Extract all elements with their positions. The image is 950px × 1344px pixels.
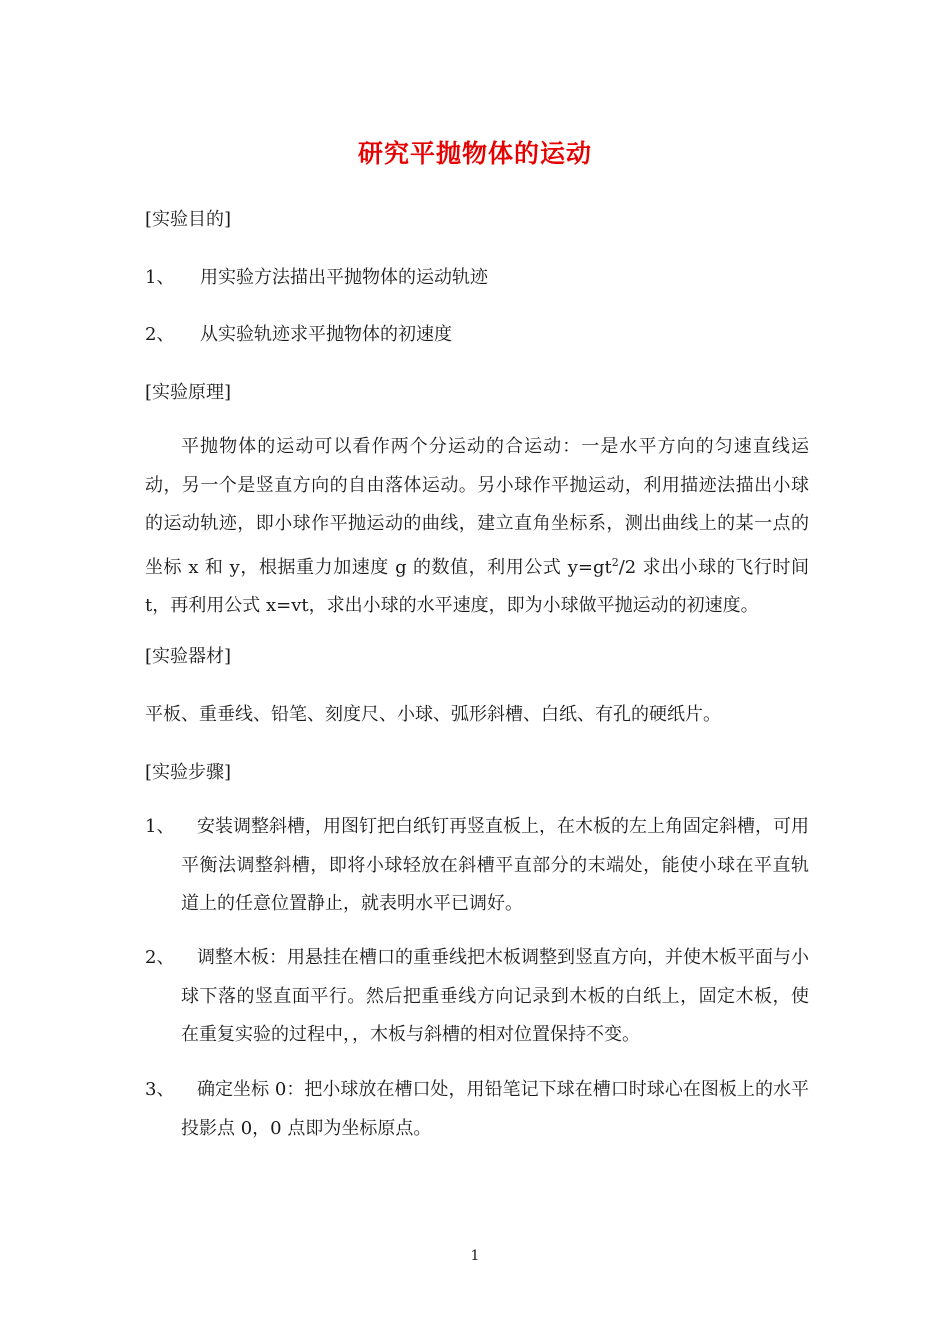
purpose-item-number: 2、	[145, 324, 175, 345]
step-number: 3、	[145, 1079, 175, 1100]
steps-heading: [实验步骤]	[145, 762, 232, 783]
step-text: 安装调整斜槽，用图钉把白纸钉再竖直板上，在木板的左上角固定斜槽，可用平衡法调整斜槽，即将小球轻放在斜槽平直部分的末端处，能使小球在平直轨道上的任意位置静止，就表明水平已调好。	[181, 816, 809, 914]
step-item	[145, 939, 809, 1055]
step-text: 确定坐标 0：把小球放在槽口处，用铅笔记下球在槽口时球心在图板上的水平投影点 0，0 点即为坐标原点。	[181, 1079, 809, 1139]
principle-heading: [实验原理]	[145, 382, 232, 403]
principle-text-part2: /2 求出小球的飞行时间 t，再利用公式 x=vt，求出小球的水平速度，即为小球做平抛运动的初速度。	[145, 556, 809, 616]
step-text: 调整木板：用悬挂在槽口的重垂线把木板调整到竖直方向，并使木板平面与小球下落的竖直面平行。然后把重垂线方向记录到木板的白纸上，固定木板，使在重复实验的过程中，，木板与斜槽的相对位置保持不变。	[181, 947, 809, 1045]
page-number: 1	[470, 1248, 480, 1264]
principle-paragraph	[145, 428, 809, 626]
purpose-heading: [实验目的]	[145, 209, 232, 230]
principle-superscript: 2	[611, 555, 619, 569]
purpose-item-text: 用实验方法描出平抛物体的运动轨迹	[200, 267, 488, 288]
equipment-heading: [实验器材]	[145, 646, 232, 667]
step-number: 2、	[145, 947, 175, 968]
page-title: 研究平抛物体的运动	[357, 139, 592, 168]
purpose-item	[145, 266, 488, 290]
step-item	[145, 808, 809, 924]
equipment-text: 平板、重垂线、铅笔、刻度尺、小球、弧形斜槽、白纸、有孔的硬纸片。	[145, 704, 721, 725]
purpose-item	[145, 323, 452, 347]
step-number: 1、	[145, 816, 175, 837]
purpose-item-number: 1、	[145, 267, 175, 288]
purpose-item-text: 从实验轨迹求平抛物体的初速度	[200, 324, 452, 345]
principle-text-part1: 平抛物体的运动可以看作两个分运动的合运动：一是水平方向的匀速直线运动，另一个是竖直方向的自由落体运动。另小球作平抛运动，利用描迹法描出小球的运动轨迹，即小球作平抛运动的曲线，建立直角坐标系，测出曲线上的某一点的坐标 x 和 y，根据重力加速度 g 的数值，利用公式 y=gt	[145, 436, 809, 578]
step-item	[145, 1071, 809, 1148]
